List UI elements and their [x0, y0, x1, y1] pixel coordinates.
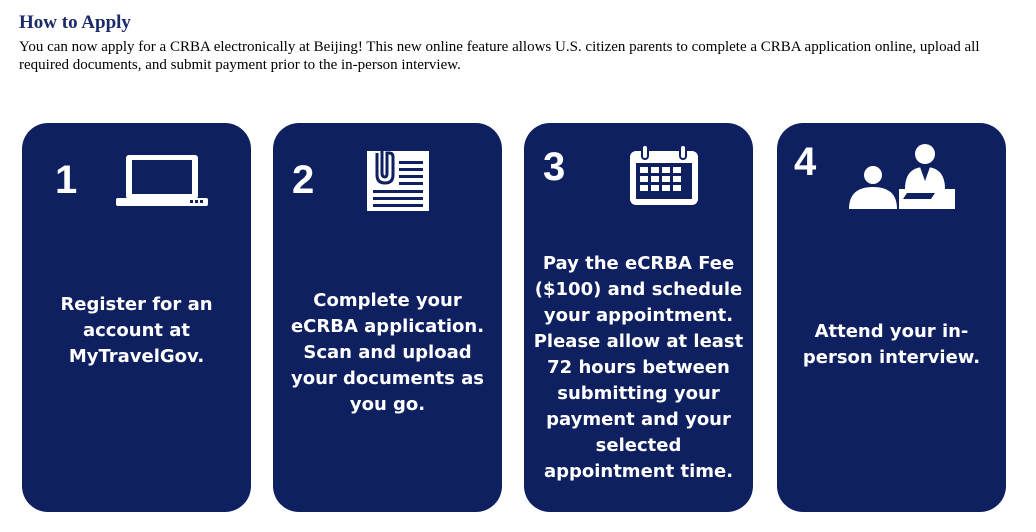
interview-icon: [843, 139, 959, 211]
step-card-1: [22, 123, 251, 512]
step-number: 4: [794, 140, 817, 184]
calendar-icon: [628, 145, 700, 207]
step-card-3: [524, 123, 753, 512]
step-number: 3: [543, 145, 566, 189]
page-title: How to Apply: [19, 12, 131, 33]
step-number: 2: [292, 158, 315, 202]
step-text: Attend your in-person interview.: [802, 321, 981, 368]
step-card-2: [273, 123, 502, 512]
step-text: Register for an account at MyTravelGov.: [60, 294, 213, 367]
document-clip-icon: [365, 149, 431, 213]
laptop-icon: [114, 153, 210, 209]
step-card-4: [777, 123, 1006, 512]
intro-paragraph: You can now apply for a CRBA electronically at Beijing! This new online feature allows U.S. citizen parents to complete a CRBA application online, upload all required documents, and submit payment prior to the in-person interview.: [19, 39, 980, 73]
step-number: 1: [55, 158, 78, 202]
step-text: Pay the eCRBA Fee ($100) and schedule your appointment. Please allow at least 72 hours between submitting your payment and your selected appointment time.: [533, 253, 744, 482]
step-text: Complete your eCRBA application. Scan and upload your documents as you go.: [290, 290, 485, 415]
